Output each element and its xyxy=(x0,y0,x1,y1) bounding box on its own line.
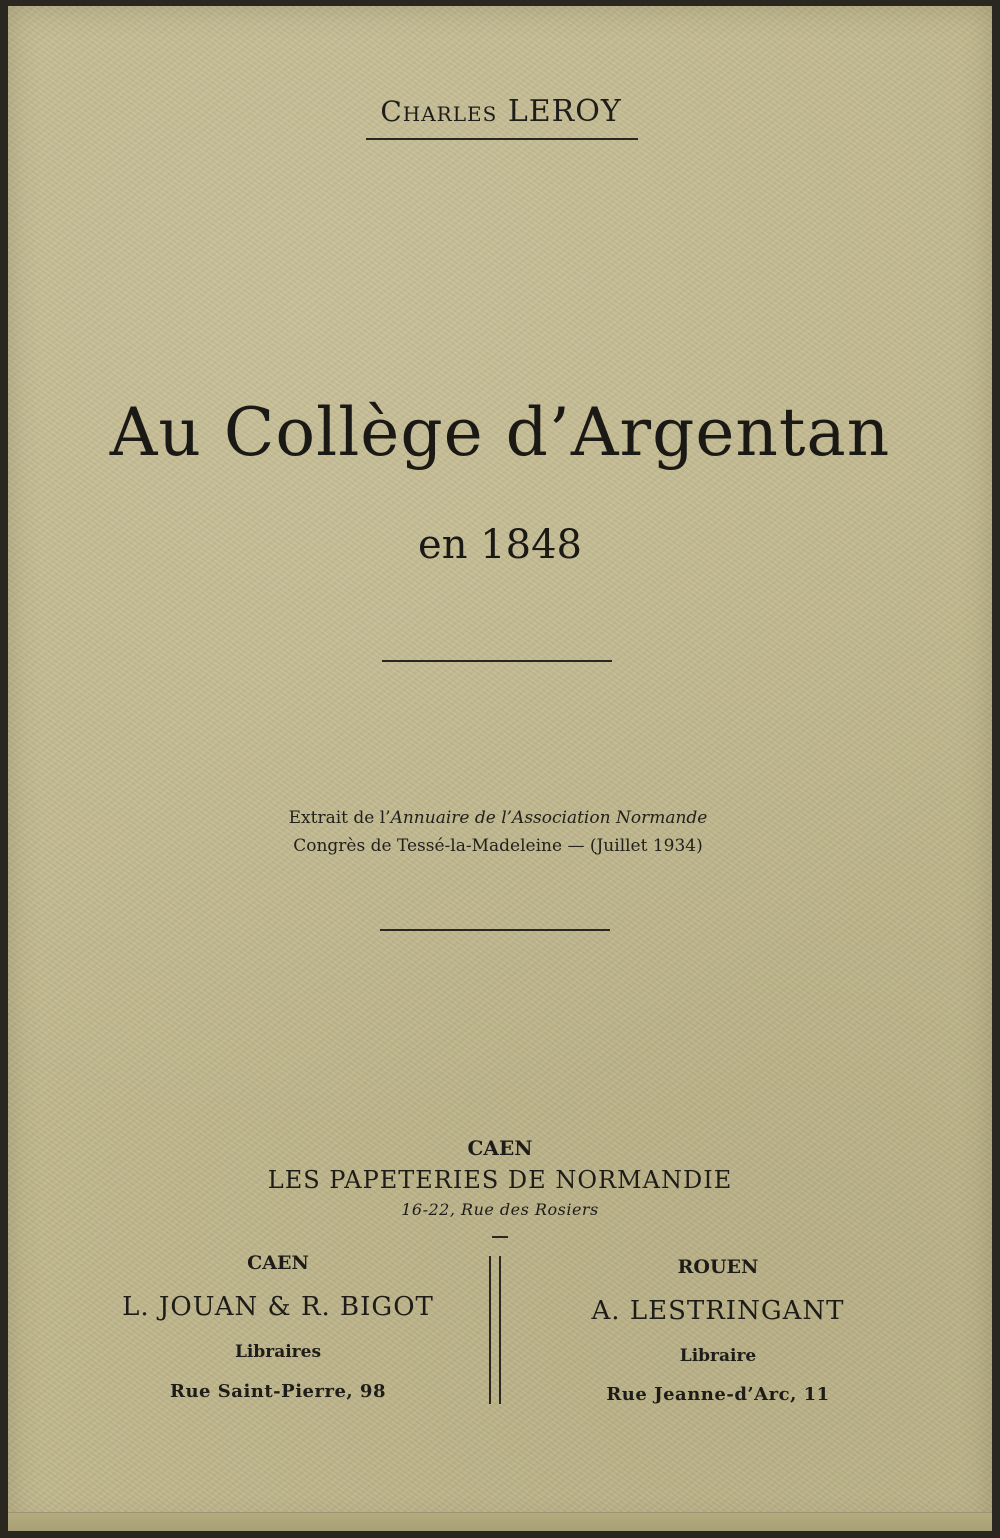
book-subtitle: en 1848 xyxy=(418,522,582,568)
bookseller-right-name: A. LESTRINGANT xyxy=(591,1296,845,1326)
author-underline xyxy=(366,138,638,140)
book-title: Au Collège d’Argentan xyxy=(109,394,891,471)
bookseller-right-address: Rue Jeanne-d’Arc, 11 xyxy=(606,1384,830,1405)
booklet-cover xyxy=(8,6,992,1530)
bookseller-left-name: L. JOUAN & R. BIGOT xyxy=(122,1292,434,1322)
author-first-name: Charles xyxy=(380,95,498,128)
extract-note xyxy=(188,804,808,860)
extract-publication: Annuaire de l’Association Normande xyxy=(390,808,708,828)
extract-congress: Congrès de Tessé-la-Madeleine — (Juillet 1934) xyxy=(293,836,703,856)
bookseller-right-role: Libraire xyxy=(679,1346,757,1366)
divider-rule-top xyxy=(382,660,612,662)
page-edge xyxy=(8,1512,992,1531)
bookseller-left-city: CAEN xyxy=(247,1252,309,1274)
imprint-city: CAEN xyxy=(467,1136,533,1160)
author-last-name: LEROY xyxy=(507,94,622,129)
imprint-publisher: LES PAPETERIES DE NORMANDIE xyxy=(267,1166,733,1194)
bookseller-left-role: Libraires xyxy=(234,1342,322,1362)
column-divider xyxy=(489,1256,501,1404)
bookseller-right-city: ROUEN xyxy=(677,1256,759,1278)
bookseller-left-address: Rue Saint-Pierre, 98 xyxy=(170,1381,386,1402)
author-name xyxy=(366,94,636,129)
extract-prefix: Extrait de l’ xyxy=(288,808,391,828)
imprint-address: 16-22, Rue des Rosiers xyxy=(401,1200,599,1219)
divider-rule-bottom xyxy=(380,929,610,931)
extract-line-1 xyxy=(188,804,808,832)
imprint-dash xyxy=(492,1236,508,1238)
